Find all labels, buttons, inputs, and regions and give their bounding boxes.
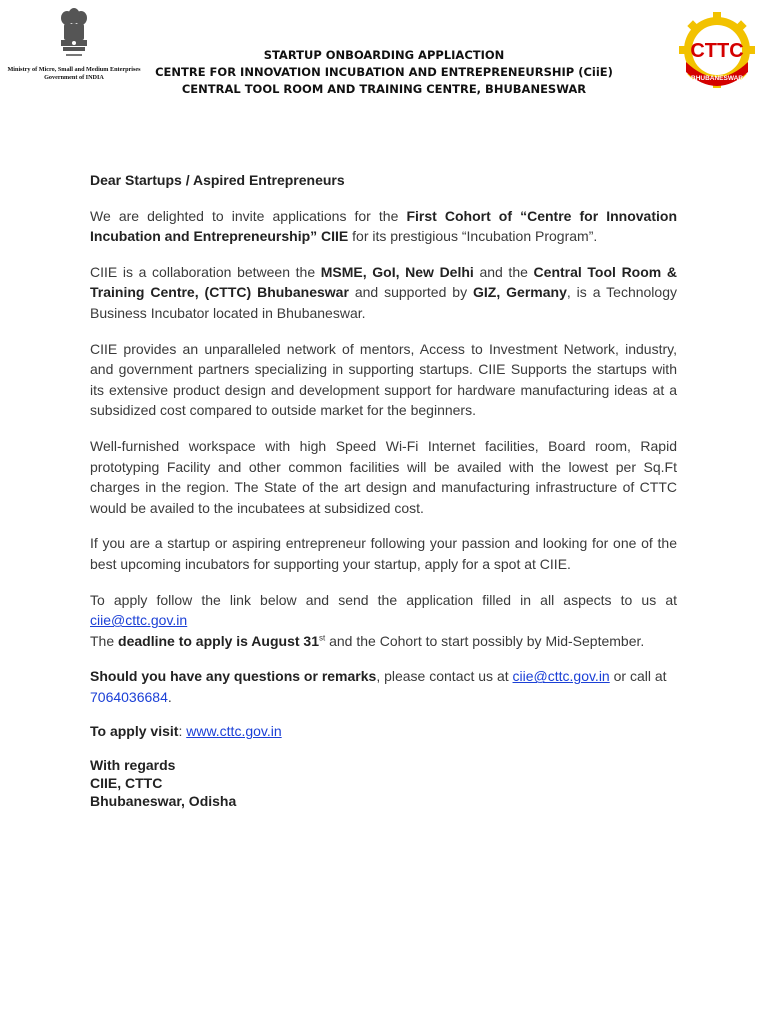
ministry-emblem-block xyxy=(4,6,144,102)
p1-text-a: We are delighted to invite applications for the xyxy=(90,207,407,224)
contact-email-link[interactable]: ciie@cttc.gov.in xyxy=(512,668,610,685)
paragraph-invitation xyxy=(90,206,677,247)
apply-visit-bold: To apply visit xyxy=(90,723,179,740)
p7-text-c: and the Cohort to start possibly by Mid-September. xyxy=(325,632,645,649)
paragraph-deadline xyxy=(90,631,677,652)
website-link[interactable]: www.cttc.gov.in xyxy=(186,723,282,740)
paragraph-network: CIIE provides an unparalleled network of mentors, Access to Investment Network, industry, and government partners specializing in supporting startups. CIIE Supports the startups with its extensive product design and development support for hardware manufacturing ideas at a subsidized cost compared to outside market for the beginners. xyxy=(90,340,677,419)
paragraph-collaboration xyxy=(90,262,677,324)
paragraph-apply-instructions xyxy=(90,590,677,631)
p8-text-c: or call at xyxy=(609,668,667,685)
salutation-text: Dear Startups / Aspired Entrepreneurs xyxy=(90,172,345,188)
header-title: STARTUP ONBOARDING APPLIACTION xyxy=(263,48,505,62)
signature-line-3: Bhubaneswar, Odisha xyxy=(90,793,237,810)
p1-text-c: for its prestigious “Incubation Program”. xyxy=(348,228,598,245)
document-header xyxy=(150,47,618,98)
p2-bold-giz: GIZ, Germany xyxy=(473,284,567,301)
deadline-text: deadline to apply is August 31 xyxy=(118,632,319,649)
salutation xyxy=(90,170,677,191)
paragraph-call-to-apply: If you are a startup or aspiring entrepreneur following your passion and looking for one of the best upcoming incubators for supporting your startup, apply for a spot at CIIE. xyxy=(90,535,677,572)
contact-bold: Should you have any questions or remarks xyxy=(90,668,377,685)
paragraph-apply-visit xyxy=(90,721,677,742)
p2-text-e: and supported by xyxy=(348,284,474,301)
cttc-logo xyxy=(676,10,758,94)
signature-line-1: With regards xyxy=(90,757,176,774)
header-centre-name: CENTRE FOR INNOVATION INCUBATION AND ENTREPRENEURSHIP (CiiE) xyxy=(155,65,613,79)
deadline-superscript: st xyxy=(318,633,326,643)
ministry-line-2: Government of INDIA xyxy=(44,74,104,81)
ministry-name xyxy=(4,66,144,82)
paragraph-workspace: Well-furnished workspace with high Speed Wi-Fi Internet facilities, Board room, Rapid prototyping Facility and other common facilities will be availed with the lowest per Sq.Ft charges in the region. The State of the art design and manufacturing infrastructure of CTTC would be availed to the incubatees at subsidized cost. xyxy=(90,437,677,516)
p2-text-c: and the xyxy=(473,263,534,280)
p6-text: To apply follow the link below and send the application filled in all aspects to us at xyxy=(90,591,677,608)
p2-text-g: , is a Technology Business Incubator located in Bhubaneswar. xyxy=(90,284,677,321)
p8-text-d: . xyxy=(167,688,172,705)
p2-bold-cttc: Central Tool Room & Training Centre, (CTTC) Bhubaneswar xyxy=(90,263,677,301)
p8-text-a: , please contact us at xyxy=(376,668,513,685)
header-institute-name: CENTRAL TOOL ROOM AND TRAINING CENTRE, BHUBANESWAR xyxy=(181,82,587,96)
p1-bold: First Cohort of “Centre for Innovation Incubation and Entrepreneurship” CIIE xyxy=(90,207,677,245)
paragraph-contact xyxy=(90,666,677,707)
p2-bold-msme: MSME, GoI, New Delhi xyxy=(320,263,474,280)
signature-line-2: CIIE, CTTC xyxy=(90,775,163,792)
logo-text: CTTC xyxy=(690,40,744,62)
logo-ring-text: BHUBANESWAR xyxy=(691,75,743,82)
letter-body xyxy=(90,170,677,810)
national-emblem-icon xyxy=(57,6,91,64)
phone-number[interactable]: 7064036684 xyxy=(90,688,168,705)
ministry-line-1: Ministry of Micro, Small and Medium Enterprises xyxy=(7,66,141,73)
signature-block xyxy=(90,756,677,810)
p2-text-a: CIIE is a collaboration between the xyxy=(90,263,321,280)
p7-text-a: The xyxy=(90,632,119,649)
p9-text: : xyxy=(178,723,187,740)
email-link[interactable]: ciie@cttc.gov.in xyxy=(90,612,188,629)
